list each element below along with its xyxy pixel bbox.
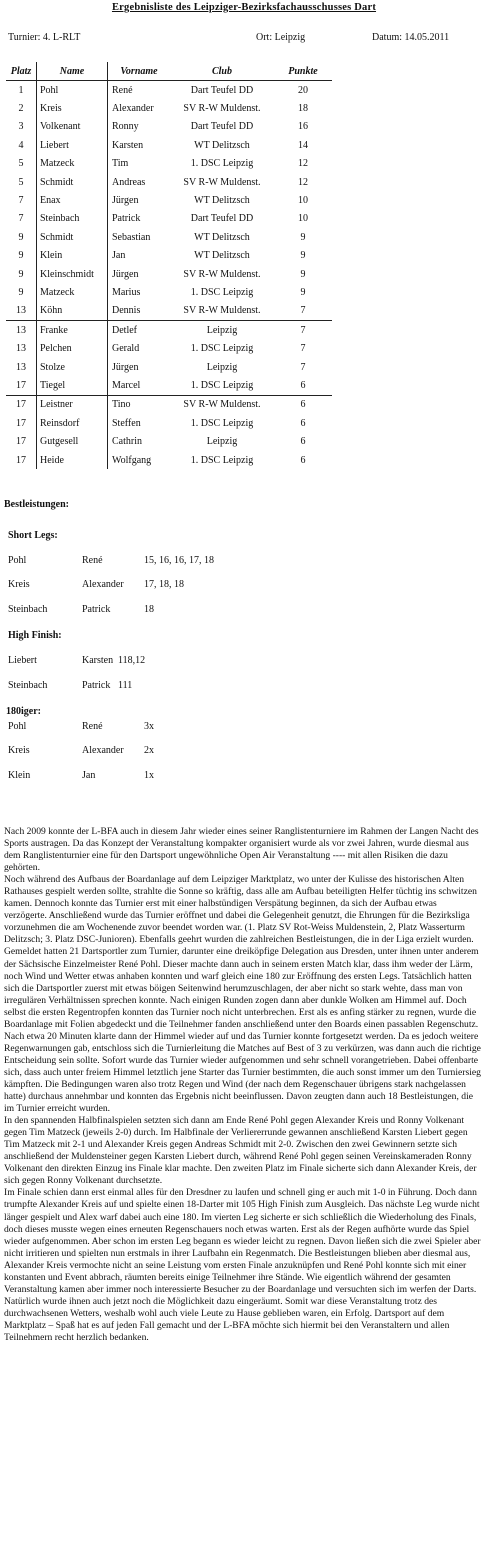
punkte-cell: 6 [274,395,332,414]
platz-cell: 7 [6,210,37,228]
punkte-cell: 12 [298,176,308,188]
header-vorname: Vorname [108,62,171,81]
name-cell: Steinbach [37,210,108,228]
best-value: 17, 18, 18 [144,579,184,590]
vorname-cell: Ronny [112,121,139,133]
punkte-cell: 6 [300,436,306,448]
punkte-cell: 9 [300,286,306,298]
vorname-cell: Cathrin [112,436,142,448]
punkte-cell: 10 [298,195,308,207]
name-cell: Volkenant [37,118,108,136]
header-name: Name [37,62,108,81]
platz-cell: 13 [6,339,37,357]
punkte-cell: 6 [300,379,306,391]
table-row [6,395,332,414]
best-first-name: Alexander [82,579,124,590]
best-value: 118,12 [118,655,146,666]
table-row [6,451,332,469]
platz-cell: 13 [6,358,37,376]
platz-cell: 17 [6,376,37,395]
punkte-cell: 9 [300,268,306,280]
club-cell: WT Delitzsch [194,195,250,207]
name-cell: Kreis [37,99,108,117]
vorname-cell: Jan [112,250,126,262]
platz-cell: 7 [6,191,37,209]
header-platz: Platz [6,62,37,81]
punkte-cell: 7 [300,361,306,373]
name-cell: Schmidt [37,228,108,246]
table-row [6,191,332,209]
best-first-name: Karsten [82,655,114,666]
platz-cell: 9 [6,265,37,283]
platz-cell: 3 [6,118,37,136]
report-paragraph: Nach 2009 konnte der L-BFA auch in diesem Jahr wieder eines seiner Ranglistenturniere im Rahmen der Langen Nacht des Sports austragen. Da das Konzept der Veranstaltung kompakter organisiert wurde als vor zwei Jahren, wurde diesmal aus dem Ranglistenturnier eine für den Dartsport ungewöhnliche Open Air Veranstaltung ---- mit allen Risiken die dazu gehörten. Noch während des Aufbaus der Boardanlage auf dem Leipziger Marktplatz, wo unter der Kulisse des historischen Alten Rathauses gespielt werden sollte, strahlte die Sonne so kräftig, dass alle am Aufbau beteiligten Helfer tüchtig ins schwitzen kamen. Dennoch konnte das Turnier erst mit einer halbstündigen Verspätung beginnen, da sich der Aufbau etwas verzögerte. Anschließend wurde das Turnier eröffnet und dabei die Gelegenheit genutzt, die Ehrungen für die Bezirksliga vorzunehmen die am Wochenende zuvor beendet worden war. (1. Platz SV Rot-Weiss Muldenstein, 2, Platz Wasserturm Delitzsch; 3. Platz DSC-Junioren). Ebenfalls geehrt wurden die zahlreichen Bestleistungen, die in der Liga erzielt wurden. Gemeldet hatten 21 Dartsportler zum Turnier, darunter eine dreiköpfige Delegation aus Dresden, unter ihnen unter anderem der Sächsische Einzelmeister René Pohl. Dieser machte dann auch in seinem ersten Match klar, dass ihm weder der Lärm, noch Wind und Wetter etwas anhaben konnten und warf gleich eine 180 zur Eröffnung des ersten Legs. Tatsächlich hatten sich die Dartsportler zuerst mit etwas böigen Seitenwind herumzuschlagen, der aber nicht so stark wehte, dass man von irregulären Verhältnissen sprechen konnte. Nach einigen Runden zogen dann aber dunkle Wolken am Himmel auf. Doch selbst die ersten Regentropfen konnten das Turnier noch nicht unterbrechen. Erst als es anfing stärker zu regnen, wurde die Boardanlage mit Folien abgedeckt und die Teilnehmer fanden anschließend unter den Boards einen passablen Regenschutz. Nach etwa 20 Minuten klarte dann der Himmel wieder auf und das Turnier konnte fortgesetzt werden. Da es jedoch weitere Regenwarnungen gab, entschloss sich die Turnierleitung die Matches auf Best of 3 zu verkürzen, was dann auch die richtige Entscheidung sein sollte. Sofort wurde das Turnier wieder aufgenommen und sehr schnell vorangetrieben. Dabei offenbarte sich, dass auch unter freiem Himmel letztlich jene Starter das Turnier bestimmten, die auch sonst immer um den Turniersieg kämpften. Die Bedingungen waren also trotz Regen und Wind (der nach dem Regenschauer übrigens stark nachgelassen hatte) durchaus annehmbar und konnten das Ergebnis nicht beeinflussen. Davon zeugten dann auch 18 Bestleistungen, die im Turnier erreicht wurden. In den spannenden Halbfinalspielen setzten sich dann am Ende René Pohl gegen Alexander Kreis und Ronny Volkenant gegen Tim Matzeck (jeweils 2-0) durch. Im Halbfinale der Verliererrunde gewannen anschließend Karsten Liebert gegen Tim Matzeck mit 2-1 und Alexander Kreis gegen Andreas Schmidt mit 2-0. Zwischen den zwei Gewinnern setzte sich anschließend der Muldensteiner gegen Karsten Liebert durch, während René Pohl gegen seinen Vereinskameraden Ronny Volkenant den direkten Einzug ins Finale klar machte. Den zweiten Platz im Finale sicherte sich dann Alexander Kreis, der sich gegen Ronny Volkenant durchsetzte. Im Finale schien dann erst einmal alles für den Dresdner zu laufen und schnell ging er auch mit 1-0 in Führung. Doch dann trumpfte Alexander Kreis auf und spielte einen 18-Darter mit 105 High Finish zum Ausgleich. Das nächste Leg wurde nicht länger gespielt und Alex warf dabei auch eine 180. Im vierten Leg sicherte er sich schließlich die Wiederholung des Finals, doch dieses musste wegen eines erneuten Regenschauers noch etwas warten. Erst als der Regen aufhörte wurde das Spiel wieder aufgenommen. Aber schon im ersten Leg begann es wieder leicht zu regnen. Davon ließen sich die zwei Spieler aber nicht irritieren und spielten nun erstmals in ihrer Laufbahn ein Regenmatch. Die Bestleistungen blieben aber diesmal aus, Alexander Kreis vermochte nicht an seine Leistung vom ersten Finale anzuknüpfen und René Pohl konnte sich mit einer konstanten und Event abbrach, räumten bereits einige Teilnehmer ihre Stände. Wie eigentlich während der gesamten Veranstaltung kamen aber immer noch interessierte Besucher zu der Boardanlage und versuchten sich im werfen der Darts. Natürlich wurde ihnen auch jetzt noch die Möglichkeit dazu eingeräumt. Somit war diese Veranstaltung trotz des durchwachsenen Wetters, weshalb wohl auch viele Leute zu Hause geblieben waren, ein Erfolg. Dartsport auf dem Marktplatz – Spaß hat es auf jeden Fall gemacht und der L-BFA möchte sich hiermit bei den Veranstaltern und allen Teilnehmern recht herzlich bedanken. [4,826,481,1343]
platz-cell: 5 [6,155,37,173]
best-last-name: Steinbach [8,680,48,691]
name-cell: Pohl [37,81,108,100]
report-text [4,826,482,1344]
vorname-cell: Alexander [112,103,154,115]
club-cell: 1. DSC Leipzig [190,379,254,391]
table-row [6,99,332,117]
results-table [6,62,332,469]
date-label: Datum: 14.05.2011 [372,32,450,43]
vorname-cell: Patrick [112,213,141,225]
name-cell: Kleinschmidt [37,265,108,283]
club-cell: SV R-W Muldenst. [170,395,274,414]
table-row [6,321,332,340]
table-row [6,210,332,228]
punkte-cell: 7 [300,305,306,317]
club-cell: 1. DSC Leipzig [190,158,254,170]
club-cell: 1. DSC Leipzig [190,454,254,466]
table-row [6,432,332,450]
best-value: 1x [144,770,154,781]
club-cell: WT Delitzsch [194,231,250,243]
vorname-cell: Jürgen [112,268,139,280]
vorname-cell: Tim [112,158,129,170]
best-value: 2x [144,745,154,756]
best-last-name: Pohl [8,721,27,732]
table-row [6,247,332,265]
header-club: Club [170,62,274,81]
name-cell: Heide [37,451,108,469]
name-cell: Matzeck [37,283,108,301]
punkte-cell: 9 [300,231,306,243]
vorname-cell: Jürgen [112,361,139,373]
best-value: 18 [144,604,154,615]
platz-cell: 5 [6,173,37,191]
best-first-name: René [82,555,103,566]
club-cell: Leipzig [206,361,238,373]
platz-cell: 4 [6,136,37,154]
vorname-cell: Tino [108,395,171,414]
best-value: 3x [144,721,154,732]
best-heading: Bestleistungen: [4,499,69,510]
punkte-cell: 16 [298,121,308,133]
platz-cell: 17 [6,414,37,432]
best-first-name: Patrick [82,680,111,691]
club-cell: WT Delitzsch [194,139,250,151]
vorname-cell: Detlef [108,321,171,340]
vorname-cell: Karsten [112,139,144,151]
name-cell: Leistner [37,395,108,414]
platz-cell: 9 [6,228,37,246]
platz-cell: 13 [6,302,37,321]
best-first-name: Patrick [82,604,111,615]
punkte-cell: 6 [300,417,306,429]
punkte-cell: 14 [298,139,308,151]
name-cell: Liebert [37,136,108,154]
table-row [6,118,332,136]
short-legs-heading: Short Legs: [8,530,58,541]
results-header-row [6,62,332,81]
table-row [6,283,332,301]
results-body [6,81,332,470]
table-row [6,265,332,283]
table-row [6,228,332,246]
high-finish-heading: High Finish: [8,630,62,641]
punkte-cell: 20 [298,84,308,96]
name-cell: Schmidt [37,173,108,191]
platz-cell: 9 [6,247,37,265]
club-cell: 1. DSC Leipzig [190,286,254,298]
punkte-cell: 6 [300,454,306,466]
vorname-cell: Steffen [112,417,141,429]
best-value: 15, 16, 16, 17, 18 [144,555,214,566]
table-row [6,81,332,100]
punkte-cell: 12 [298,158,308,170]
table-row [6,414,332,432]
vorname-cell: Marcel [112,379,141,391]
table-row [6,358,332,376]
club-cell: Dart Teufel DD [190,121,254,133]
punkte-cell: 18 [298,103,308,115]
name-cell: Köhn [37,302,108,321]
vorname-cell: Sebastian [112,231,151,243]
name-cell: Tiegel [37,376,108,395]
table-row [6,376,332,395]
club-cell: SV R-W Muldenst. [183,268,261,280]
name-cell: Stolze [37,358,108,376]
platz-cell: 13 [6,321,37,340]
table-row [6,173,332,191]
best-first-name: Jan [82,770,96,781]
best-last-name: Pohl [8,555,27,566]
vorname-cell: Dennis [112,305,141,317]
club-cell: WT Delitzsch [194,250,250,262]
table-row [6,136,332,154]
name-cell: Reinsdorf [37,414,108,432]
club-cell: SV R-W Muldenst. [183,103,261,115]
one-eighty-heading: 180iger: [6,706,41,717]
club-cell: Dart Teufel DD [190,84,254,96]
best-last-name: Kreis [8,745,30,756]
best-last-name: Liebert [8,655,37,666]
table-row [6,155,332,173]
location-label: Ort: Leipzig [256,32,306,43]
best-last-name: Steinbach [8,604,48,615]
header-punkte: Punkte [274,62,332,81]
punkte-cell: 9 [300,250,306,262]
name-cell: Enax [37,191,108,209]
platz-cell: 1 [6,81,37,100]
platz-cell: 17 [6,395,37,414]
platz-cell: 9 [6,283,37,301]
vorname-cell: Marius [112,286,141,298]
name-cell: Klein [37,247,108,265]
punkte-cell: 10 [298,213,308,225]
best-last-name: Klein [8,770,31,781]
vorname-cell: René [112,84,133,96]
vorname-cell: Andreas [112,176,146,188]
best-first-name: Alexander [82,745,124,756]
club-cell: Leipzig [170,321,274,340]
club-cell: 1. DSC Leipzig [190,417,254,429]
club-cell: SV R-W Muldenst. [183,305,261,317]
tournament-label: Turnier: 4. L-RLT [8,32,81,43]
name-cell: Pelchen [37,339,108,357]
club-cell: SV R-W Muldenst. [183,176,261,188]
vorname-cell: Gerald [112,343,140,355]
page-title: Ergebnisliste des Leipziger-Bezirksfachausschusses Dart [111,2,377,13]
punkte-cell: 7 [300,343,306,355]
name-cell: Franke [37,321,108,340]
punkte-cell: 7 [274,321,332,340]
name-cell: Gutgesell [37,432,108,450]
name-cell: Matzeck [37,155,108,173]
table-row [6,339,332,357]
best-last-name: Kreis [8,579,30,590]
best-first-name: René [82,721,103,732]
best-value: 111 [118,680,133,691]
club-cell: Dart Teufel DD [190,213,254,225]
platz-cell: 17 [6,451,37,469]
vorname-cell: Jürgen [112,195,139,207]
club-cell: 1. DSC Leipzig [190,343,254,355]
vorname-cell: Wolfgang [112,454,152,466]
platz-cell: 2 [6,99,37,117]
club-cell: Leipzig [206,436,238,448]
platz-cell: 17 [6,432,37,450]
table-row [6,302,332,321]
